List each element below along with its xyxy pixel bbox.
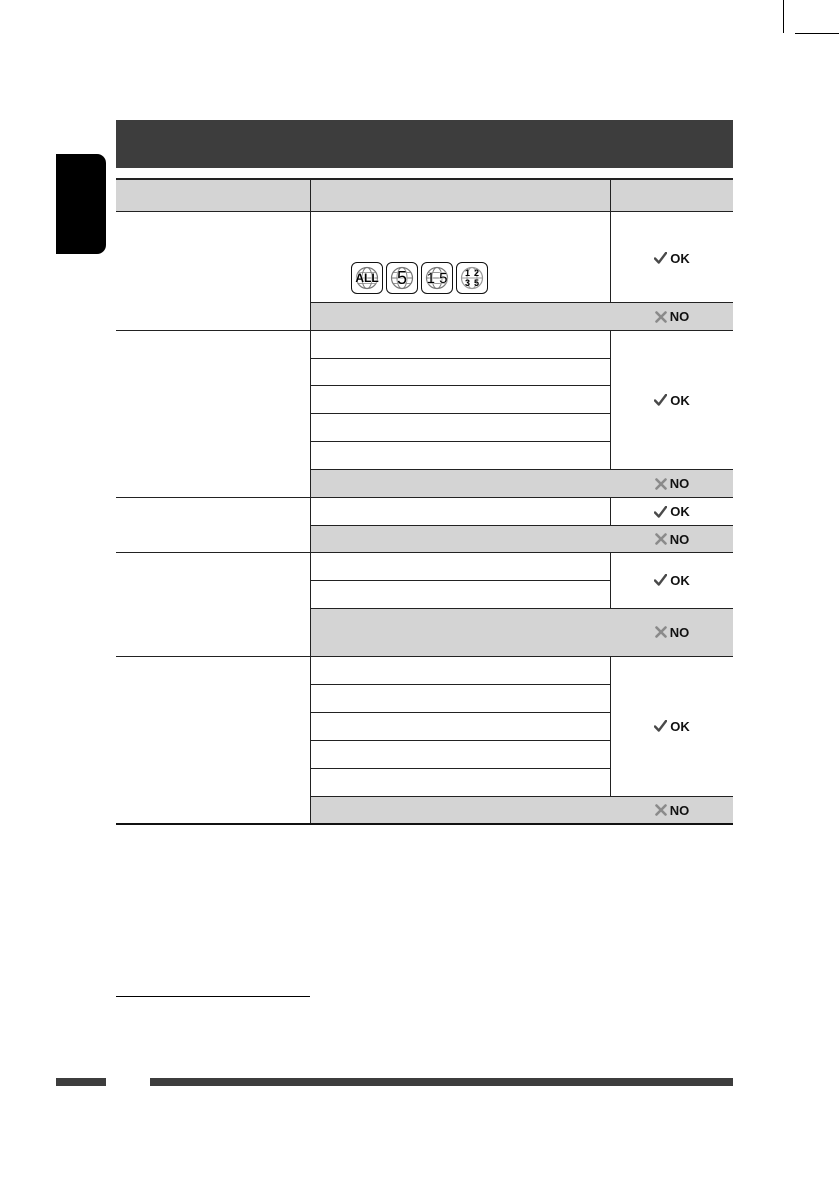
region-badge-cell: 3: [464, 278, 470, 288]
row-separator: [311, 768, 610, 769]
row-separator: [311, 385, 610, 386]
region-badge-multi: [456, 262, 488, 294]
verdict-label: OK: [670, 392, 690, 408]
row-separator: [311, 358, 610, 359]
verdict-label: NO: [669, 476, 690, 491]
group-separator-3: [116, 552, 733, 553]
cross-icon: [655, 626, 667, 638]
cross-icon: [655, 804, 667, 816]
verdict-no: [611, 797, 733, 823]
check-icon: [654, 252, 667, 264]
verdict-ok: [611, 712, 733, 740]
region-badge-all: [351, 262, 383, 294]
region-badge-cell: 1: [464, 268, 470, 278]
cross-icon: [655, 533, 667, 545]
verdict-no: [611, 618, 733, 646]
verdict-ok: [611, 386, 733, 414]
region-badge-label: 5: [396, 267, 407, 288]
footer-bar-right: [150, 1078, 733, 1086]
table-bottom-rule: [116, 823, 733, 825]
table-title-bar: [116, 120, 733, 168]
region-code-badges: [351, 262, 488, 294]
verdict-label: NO: [669, 624, 690, 640]
check-icon: [654, 574, 667, 586]
region-badge-label: 1 5: [426, 269, 448, 287]
verdict-no: [611, 470, 733, 497]
row-separator: [311, 712, 610, 713]
verdict-no: [611, 303, 733, 330]
verdict-ok: [611, 566, 733, 594]
row-separator: [311, 684, 610, 685]
check-icon: [654, 720, 667, 732]
verdict-label: OK: [670, 718, 690, 734]
region-badge-grid: [465, 268, 479, 288]
table-header-row: [116, 178, 733, 212]
footnote-rule: [116, 996, 310, 997]
cross-icon: [655, 311, 667, 323]
verdict-ok: [611, 498, 733, 525]
region-badge-5: [386, 262, 418, 294]
column-divider-1: [310, 178, 311, 824]
check-icon: [654, 394, 667, 406]
row-separator: [311, 740, 610, 741]
footer-bar-left: [56, 1078, 106, 1086]
language-side-tab: [56, 154, 106, 254]
verdict-label: NO: [669, 309, 690, 324]
crop-mark-horizontal: [795, 33, 839, 34]
crop-mark-vertical: [783, 0, 784, 33]
row-separator: [311, 580, 610, 581]
check-icon: [654, 506, 667, 518]
region-badge-1-5: [421, 262, 453, 294]
group-separator-1: [116, 330, 733, 331]
group-separator-4: [116, 656, 733, 657]
row-separator: [311, 608, 733, 609]
region-badge-cell: 5: [474, 278, 480, 288]
region-badge-cell: 2: [474, 268, 480, 278]
verdict-label: NO: [669, 802, 690, 818]
verdict-label: NO: [669, 531, 690, 547]
row-separator: [311, 413, 610, 414]
verdict-label: OK: [670, 572, 690, 588]
row-separator: [311, 441, 610, 442]
verdict-no: [611, 526, 733, 552]
cross-icon: [655, 478, 667, 490]
verdict-ok: [611, 244, 733, 272]
verdict-label: OK: [670, 504, 690, 519]
region-badge-label: ALL: [355, 271, 379, 285]
verdict-label: OK: [670, 250, 690, 266]
